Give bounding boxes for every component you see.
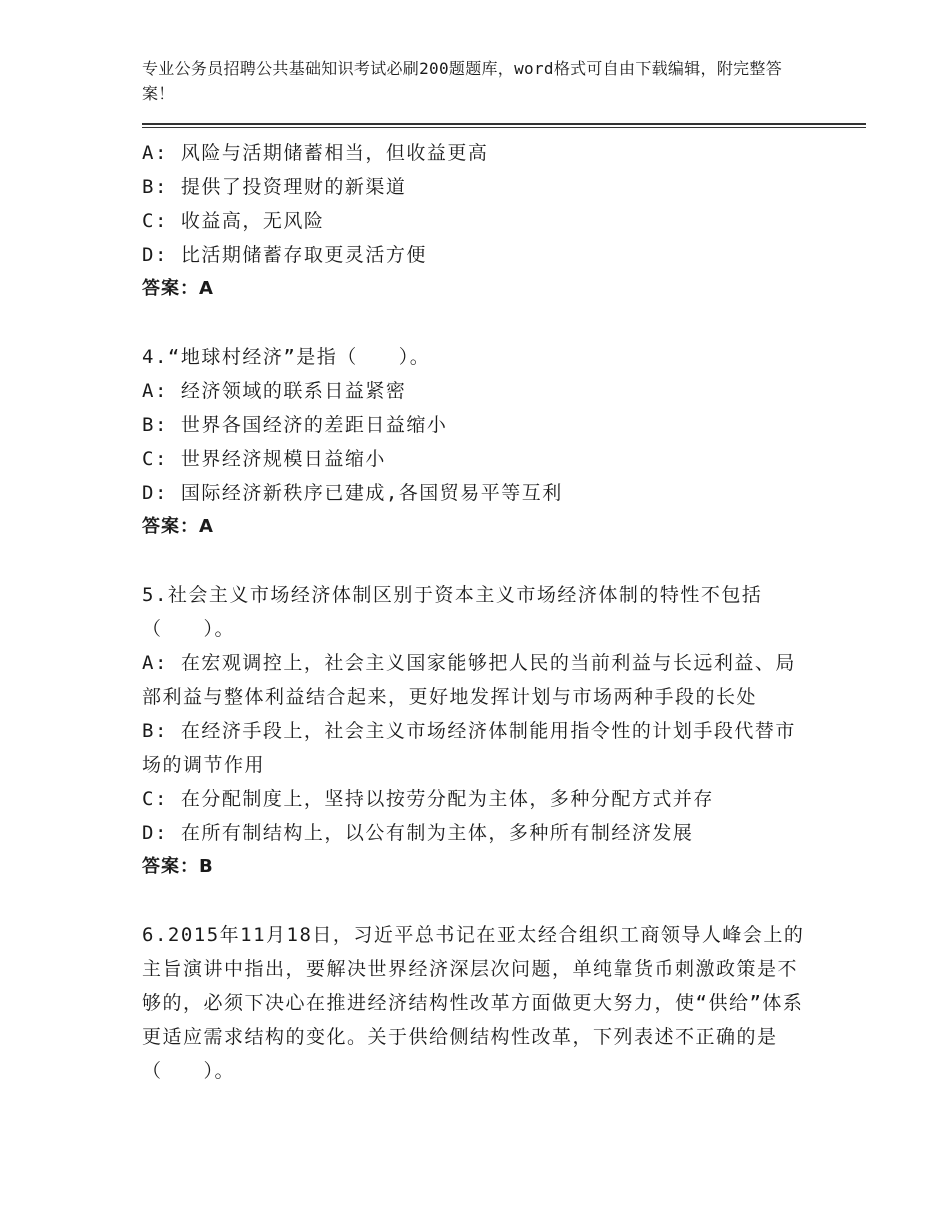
q4-option-d: D: 国际经济新秩序已建成,各国贸易平等互利: [142, 482, 563, 504]
q4-option-a: A: 经济领域的联系日益紧密: [142, 380, 407, 402]
q4-option-b: B: 世界各国经济的差距日益缩小: [142, 414, 448, 436]
q3-option-d: D: 比活期储蓄存取更灵活方便: [142, 244, 427, 266]
spacer: [142, 544, 822, 578]
q4-option-c: C: 世界经济规模日益缩小: [142, 448, 386, 470]
q5-option-b: B: 在经济手段上，社会主义市场经济体制能用指令性的计划手段代替市场的调节作用: [142, 720, 796, 776]
header-rule-thin: [142, 127, 866, 128]
q5-answer: 答案：B: [142, 856, 214, 877]
question-content: [142, 136, 822, 1088]
document-page: [142, 0, 822, 1088]
q3-option-c: C: 收益高，无风险: [142, 210, 325, 232]
q4-answer: 答案：A: [142, 516, 214, 537]
spacer: [142, 884, 822, 918]
q5-option-d: D: 在所有制结构上，以公有制为主体，多种所有制经济发展: [142, 822, 694, 844]
q5-stem: 5.社会主义市场经济体制区别于资本主义市场经济体制的特性不包括（ ）。: [142, 584, 763, 640]
q5-option-c: C: 在分配制度上，坚持以按劳分配为主体，多种分配方式并存: [142, 788, 714, 810]
q3-option-a: A: 风险与活期储蓄相当，但收益更高: [142, 142, 489, 164]
q4-stem: 4.“地球村经济”是指（ ）。: [142, 346, 431, 368]
q6-stem: 6.2015年11月18日，习近平总书记在亚太经合组织工商领导人峰会上的主旨演讲中指出，要解决世界经济深层次问题，单纯靠货币刺激政策是不够的，必须下决心在推进经济结构性改革方面做更大努力，使“供给”体系更适应需求结构的变化。关于供给侧结构性改革，下列表述不正确的是（ ）。: [142, 924, 805, 1082]
q3-answer: 答案：A: [142, 278, 214, 299]
q5-option-a: A: 在宏观调控上，社会主义国家能够把人民的当前利益与长远利益、局部利益与整体利益结合起来，更好地发挥计划与市场两种手段的长处: [142, 652, 796, 708]
spacer: [142, 306, 822, 340]
header-rule: [142, 123, 866, 125]
q3-option-b: B: 提供了投资理财的新渠道: [142, 176, 407, 198]
document-header: 专业公务员招聘公共基础知识考试必刷200题题库，word格式可自由下载编辑，附完整答案！: [142, 59, 783, 103]
